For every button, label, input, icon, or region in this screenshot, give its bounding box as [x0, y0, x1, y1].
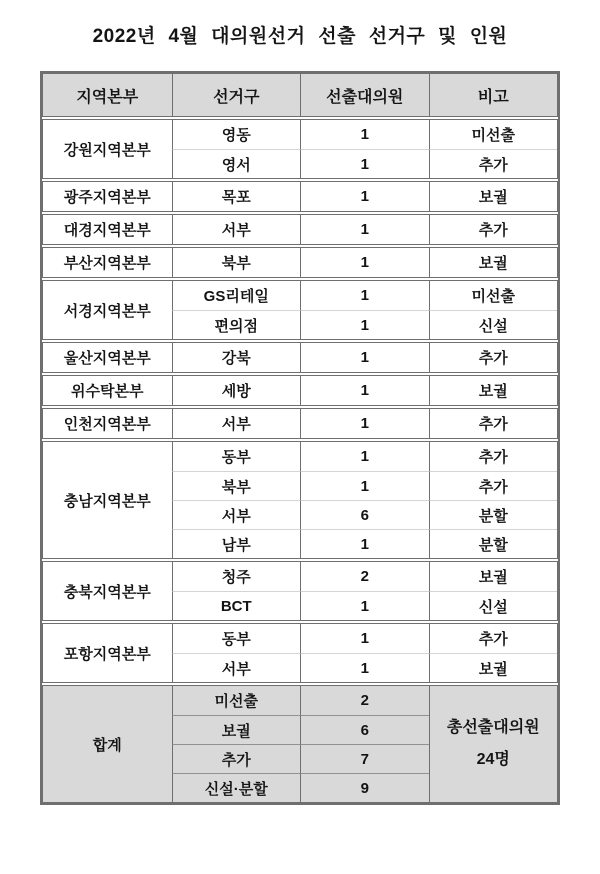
column-header-region: 지역본부: [76, 88, 139, 106]
region-group-gwangju: [42, 181, 558, 212]
region-group-gangwon: [42, 119, 558, 179]
district-cell: 서부: [172, 409, 301, 438]
region-group-ulsan: [42, 342, 558, 373]
count-cell: 2: [300, 562, 429, 591]
region-group-chungbuk: [42, 561, 558, 621]
page-title: 2022년 4월 대의원선거 선출 선거구 및 인원: [92, 26, 508, 47]
total-delegates-cell: [429, 686, 558, 802]
remark-cell: 미선출: [429, 120, 558, 149]
district-cell: 서부: [172, 653, 301, 682]
summary-label: 합계: [92, 736, 122, 754]
remark-cell: 추가: [429, 215, 558, 244]
summary-category: 신설·분할: [172, 773, 301, 802]
count-cell: 1: [300, 182, 429, 211]
remark-cell: 신설: [429, 310, 558, 339]
remark-cell: 보궐: [429, 376, 558, 405]
summary-count: 9: [300, 773, 429, 802]
total-delegates-line1: 총선출대의원: [446, 719, 540, 736]
summary-category: 미선출: [172, 686, 301, 715]
district-cell: 청주: [172, 562, 301, 591]
count-cell: 1: [300, 215, 429, 244]
count-cell: 1: [300, 310, 429, 339]
remark-cell: 추가: [429, 471, 558, 500]
district-cell: 동부: [172, 442, 301, 471]
region-name: 포항지역본부: [63, 645, 151, 663]
district-cell: 강북: [172, 343, 301, 372]
region-group-pohang: [42, 623, 558, 683]
region-group-chungnam: [42, 441, 558, 559]
remark-cell: 보궐: [429, 562, 558, 591]
remark-cell: 분할: [429, 500, 558, 529]
district-cell: 서부: [172, 500, 301, 529]
remark-cell: 신설: [429, 591, 558, 620]
summary-count: 6: [300, 715, 429, 744]
district-cell: 편의점: [172, 310, 301, 339]
count-cell: 1: [300, 529, 429, 558]
delegate-election-table: [40, 71, 560, 805]
count-cell: 1: [300, 591, 429, 620]
district-cell: 북부: [172, 248, 301, 277]
summary-count: 7: [300, 744, 429, 773]
region-name: 서경지역본부: [63, 302, 151, 320]
count-cell: 1: [300, 149, 429, 178]
district-cell: 서부: [172, 215, 301, 244]
count-cell: 1: [300, 471, 429, 500]
count-cell: 1: [300, 376, 429, 405]
summary-category: 추가: [172, 744, 301, 773]
summary-total-row: [42, 685, 558, 803]
remark-cell: 추가: [429, 409, 558, 438]
district-cell: 북부: [172, 471, 301, 500]
remark-cell: 보궐: [429, 182, 558, 211]
remark-cell: 미선출: [429, 281, 558, 310]
count-cell: 6: [300, 500, 429, 529]
region-group-incheon: [42, 408, 558, 439]
district-cell: 세방: [172, 376, 301, 405]
region-name: 인천지역본부: [63, 416, 151, 433]
remark-cell: 추가: [429, 442, 558, 471]
region-name: 위수탁본부: [71, 383, 144, 400]
column-header-remarks: 비고: [429, 74, 558, 116]
district-cell: GS리테일: [172, 281, 301, 310]
count-cell: 1: [300, 343, 429, 372]
region-name: 광주지역본부: [63, 189, 151, 206]
remark-cell: 추가: [429, 343, 558, 372]
table-header-row: [42, 73, 558, 117]
summary-count: 2: [300, 686, 429, 715]
region-group-daegyeong: [42, 214, 558, 245]
district-cell: 영서: [172, 149, 301, 178]
count-cell: 1: [300, 409, 429, 438]
district-cell: 목포: [172, 182, 301, 211]
total-delegates-line2: 24명: [476, 751, 510, 768]
summary-category: 보궐: [172, 715, 301, 744]
region-group-wisutak: [42, 375, 558, 406]
region-name: 충북지역본부: [63, 583, 151, 601]
region-name: 강원지역본부: [63, 141, 151, 159]
count-cell: 1: [300, 442, 429, 471]
region-group-busan: [42, 247, 558, 278]
count-cell: 1: [300, 624, 429, 653]
region-name: 충남지역본부: [63, 492, 151, 510]
district-cell: 동부: [172, 624, 301, 653]
region-name: 대경지역본부: [63, 222, 151, 239]
remark-cell: 보궐: [429, 248, 558, 277]
column-header-delegates: 선출대의원: [300, 74, 429, 116]
remark-cell: 분할: [429, 529, 558, 558]
count-cell: 1: [300, 653, 429, 682]
region-group-seogyeong: [42, 280, 558, 340]
district-cell: BCT: [172, 591, 301, 620]
district-cell: 남부: [172, 529, 301, 558]
region-name: 부산지역본부: [63, 255, 151, 272]
region-name: 울산지역본부: [63, 350, 151, 367]
column-header-district: 선거구: [172, 74, 301, 116]
count-cell: 1: [300, 248, 429, 277]
count-cell: 1: [300, 120, 429, 149]
remark-cell: 추가: [429, 149, 558, 178]
remark-cell: 보궐: [429, 653, 558, 682]
count-cell: 1: [300, 281, 429, 310]
remark-cell: 추가: [429, 624, 558, 653]
district-cell: 영동: [172, 120, 301, 149]
